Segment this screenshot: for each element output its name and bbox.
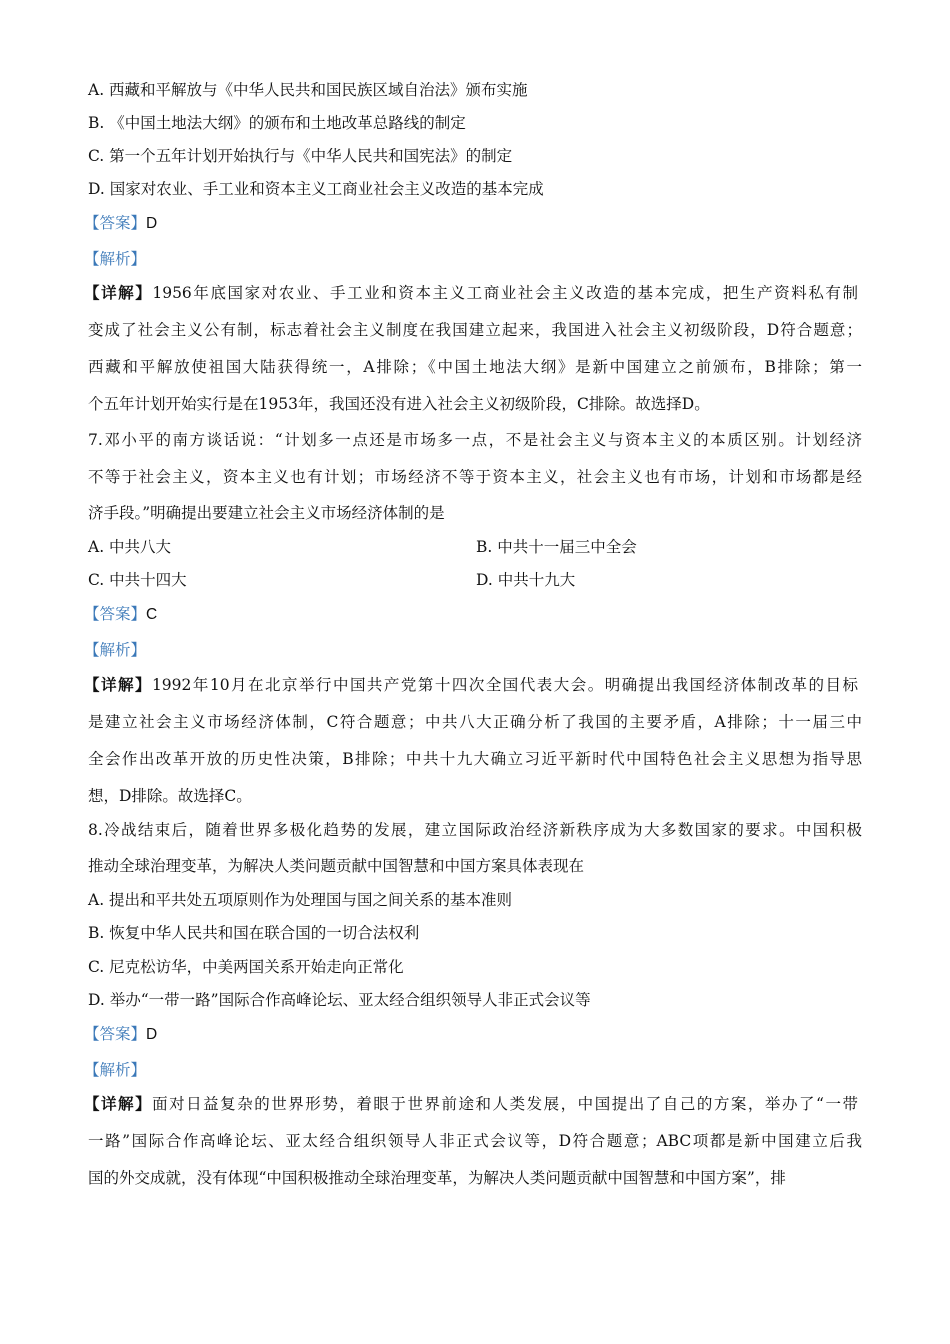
detail-line bbox=[88, 394, 710, 414]
question-stem bbox=[88, 856, 584, 876]
detail-text: 个五年计划开始实行是在1953年，我国还没有进入社会主义初级阶段，C排除。故选择D。 bbox=[88, 395, 710, 413]
detail-label: 【详解】 bbox=[84, 283, 153, 302]
detail-label: 【详解】 bbox=[84, 675, 152, 694]
option-c-text: C. 中共十四大 bbox=[88, 571, 187, 589]
answer-value: D bbox=[146, 1026, 158, 1043]
answer-line bbox=[84, 1024, 157, 1045]
analysis-label bbox=[84, 249, 146, 269]
question-stem-text: 推动全球治理变革，为解决人类问题贡献中国智慧和中国方案具体表现在 bbox=[88, 857, 585, 875]
option-b-text: B. 恢复中华人民共和国在联合国的一切合法权利 bbox=[88, 924, 420, 942]
option-b bbox=[476, 537, 637, 557]
question-stem bbox=[88, 430, 862, 450]
detail-line bbox=[84, 675, 858, 695]
detail-line bbox=[88, 320, 862, 340]
detail-text: 西藏和平解放使祖国大陆获得统一，A排除；《中国土地法大纲》是新中国建立之前颁布，B排除；第一 bbox=[88, 358, 862, 376]
detail-line bbox=[84, 1094, 858, 1114]
option-a-text: A. 中共八大 bbox=[88, 538, 172, 556]
answer-value: C bbox=[146, 606, 158, 623]
option-d-text: D. 中共十九大 bbox=[476, 571, 576, 589]
detail-text: 一路”国际合作高峰论坛、亚太经合组织领导人非正式会议等，D符合题意；ABC项都是新中国建立后我 bbox=[88, 1132, 862, 1150]
detail-text: 1956年底国家对农业、手工业和资本主义工商业社会主义改造的基本完成，把生产资料私有制 bbox=[152, 284, 858, 302]
detail-text: 1992年10月在北京举行中国共产党第十四次全国代表大会。明确提出我国经济体制改革的目标 bbox=[151, 676, 858, 694]
detail-line bbox=[88, 786, 252, 806]
question-stem bbox=[88, 467, 862, 487]
option-c bbox=[88, 570, 187, 590]
option-b bbox=[88, 113, 466, 133]
option-a bbox=[88, 80, 528, 100]
option-a bbox=[88, 890, 512, 910]
option-d bbox=[476, 570, 575, 590]
option-a-text: A. 提出和平共处五项原则作为处理国与国之间关系的基本准则 bbox=[88, 891, 513, 909]
option-c bbox=[88, 957, 404, 977]
detail-text: 全会作出改革开放的历史性决策，B排除；中共十九大确立习近平新时代中国特色社会主义思想为指导思 bbox=[88, 750, 862, 768]
detail-line bbox=[88, 1131, 862, 1151]
option-d-text: D. 国家对农业、手工业和资本主义工商业社会主义改造的基本完成 bbox=[88, 180, 544, 198]
question-stem-text: 7.邓小平的南方谈话说：“计划多一点还是市场多一点，不是社会主义与资本主义的本质区别。计划经济 bbox=[88, 431, 862, 449]
detail-text: 面对日益复杂的世界形势，着眼于世界前途和人类发展，中国提出了自己的方案，举办了“一带 bbox=[152, 1095, 858, 1113]
question-stem-text: 济手段。”明确提出要建立社会主义市场经济体制的是 bbox=[88, 504, 445, 522]
option-b-text: B. 中共十一届三中全会 bbox=[476, 538, 637, 556]
answer-label: 【答案】 bbox=[84, 214, 147, 232]
answer-label: 【答案】 bbox=[84, 605, 147, 623]
analysis-label bbox=[84, 640, 146, 660]
answer-value: D bbox=[146, 215, 158, 232]
option-d-text: D. 举办“一带一路”国际合作高峰论坛、亚太经合组织领导人非正式会议等 bbox=[88, 991, 591, 1009]
answer-line bbox=[84, 213, 157, 234]
analysis-label-text: 【解析】 bbox=[84, 641, 147, 659]
analysis-label bbox=[84, 1060, 146, 1080]
option-d bbox=[88, 179, 544, 199]
question-stem bbox=[88, 820, 862, 840]
detail-text: 想，D排除。故选择C。 bbox=[88, 787, 252, 805]
question-stem-text: 不等于社会主义，资本主义也有计划；市场经济不等于资本主义，社会主义也有市场，计划和市场都是经 bbox=[88, 468, 862, 486]
detail-line bbox=[84, 283, 858, 303]
detail-text: 国的外交成就，没有体现“中国积极推动全球治理变革，为解决人类问题贡献中国智慧和中国方案”，排 bbox=[88, 1169, 786, 1187]
option-a bbox=[88, 537, 171, 557]
option-d bbox=[88, 990, 591, 1010]
detail-line bbox=[88, 1168, 786, 1188]
detail-text: 是建立社会主义市场经济体制，C符合题意；中共八大正确分析了我国的主要矛盾，A排除；十一届三中 bbox=[88, 713, 862, 731]
detail-line bbox=[88, 749, 862, 769]
option-c-text: C. 尼克松访华，中美两国关系开始走向正常化 bbox=[88, 958, 404, 976]
option-c bbox=[88, 146, 512, 166]
detail-line bbox=[88, 357, 862, 377]
answer-line bbox=[84, 604, 157, 625]
detail-line bbox=[88, 712, 862, 732]
question-stem bbox=[88, 503, 445, 523]
option-b-text: B. 《中国土地法大纲》的颁布和土地改革总路线的制定 bbox=[88, 114, 466, 132]
analysis-label-text: 【解析】 bbox=[84, 250, 147, 268]
analysis-label-text: 【解析】 bbox=[84, 1061, 147, 1079]
detail-label: 【详解】 bbox=[84, 1094, 153, 1113]
option-a-text: A. 西藏和平解放与《中华人民共和国民族区域自治法》颁布实施 bbox=[88, 81, 528, 99]
option-c-text: C. 第一个五年计划开始执行与《中华人民共和国宪法》的制定 bbox=[88, 147, 513, 165]
answer-label: 【答案】 bbox=[84, 1025, 147, 1043]
detail-text: 变成了社会主义公有制，标志着社会主义制度在我国建立起来，我国进入社会主义初级阶段，D符合题意； bbox=[88, 321, 862, 339]
question-stem-text: 8.冷战结束后，随着世界多极化趋势的发展，建立国际政治经济新秩序成为大多数国家的要求。中国积极 bbox=[88, 821, 862, 839]
option-b bbox=[88, 923, 419, 943]
